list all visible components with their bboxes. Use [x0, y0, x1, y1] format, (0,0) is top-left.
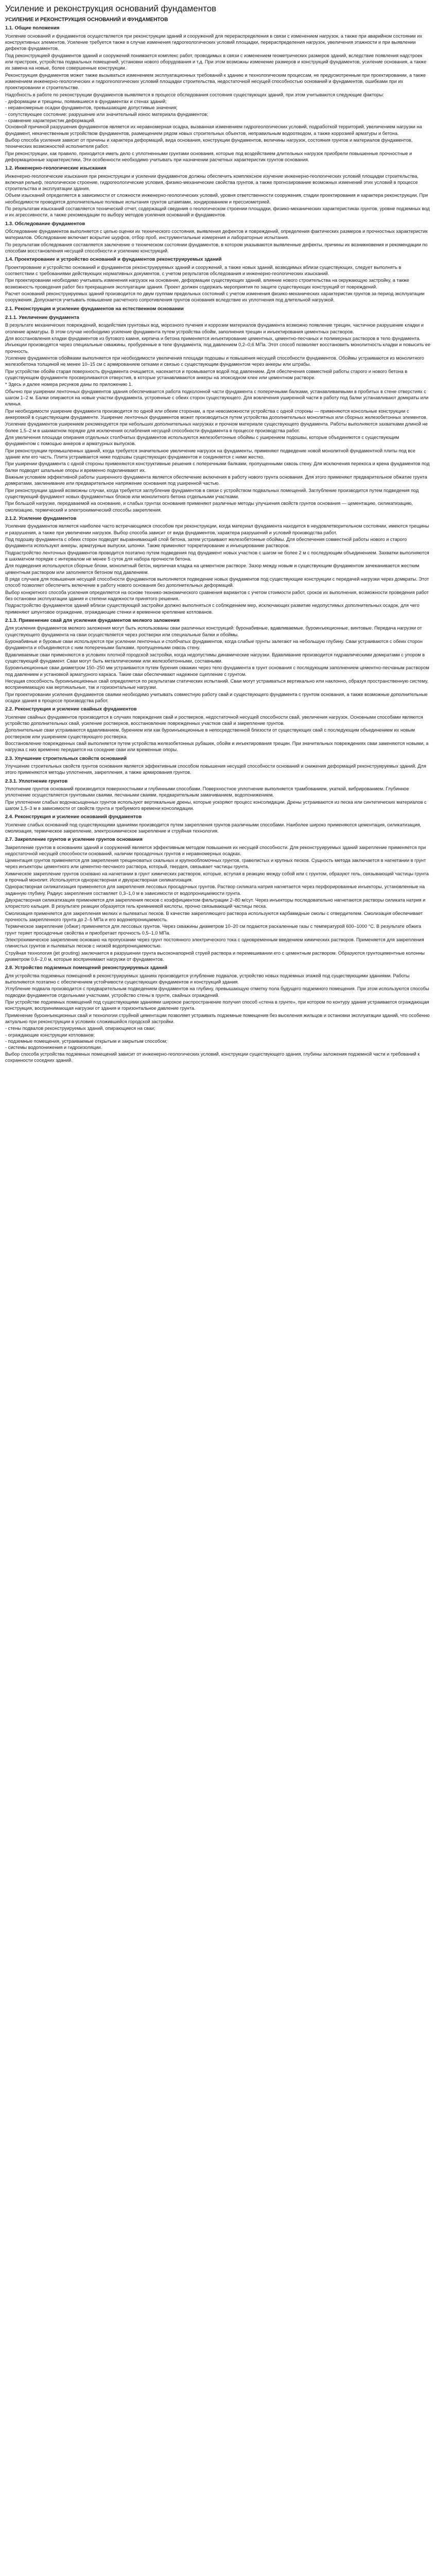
list-item: - системы водопонижения и гидроизоляции.: [5, 1045, 102, 1050]
paragraph: Буронабивные и буровые сваи используются при усилении ленточных и столбчатых фундаментов, когда слабые грунты залегают на небольшую глубину. Сваи устраиваются с обеих сторон фундамента и объединяются с ним поперечными балками, пропущенными сквозь стену.: [5, 638, 423, 651]
paragraph: Основной причиной разрушения фундаментов является их неравномерная осадка, вызванная изменением гидрогеологических условий, подработкой территорий, увеличением нагрузки на фундамент, некачественным устройством фундаментов, размещением рядом новых строительных объектов, неправильным водоотводом, а также коррозией арматуры и бетона.: [5, 124, 422, 136]
paragraph: Смолизация применяется для закрепления мелких и пылеватых песков. В качестве закрепляющего раствора используются карбамидные смолы с отвердителем. Смолизация обеспечивает прочность закрепленного грунта до 2–5 МПа и его водонепроницаемость.: [5, 910, 423, 923]
paragraph: Усиление фундаментов является наиболее часто встречающимся способом при реконструкции, когда материал фундамента находится в неудовлетворительном состоянии, имеются трещины и разрушения, а также при увеличении нагрузок. Выбор способа зависит от вида фундаментов, характера разрушений и условий производства работ.: [5, 523, 429, 535]
paragraph: Для подведения используются сборные блоки, монолитный бетон, кирпичная кладка на цементном растворе. Зазор между новым и существующим фундаментом зачеканивается жестким цементным раствором или заполняется бетоном под давлением.: [5, 563, 420, 575]
paragraph: В ряде случаев для повышения несущей способности фундаментов выполняется подведение новых фундаментов под существующие конструкции с передачей нагрузки через домкраты. Этот способ позволяет обеспечить включение в работу нового основания без дополнительных деформаций.: [5, 576, 429, 588]
paragraph: Подрастройство фундаментов зданий вблизи существующей застройки должно выполняться с соблюдением мер, исключающих развитие недопустимых дополнительных осадок, для чего применяют шпунтовое ограждение, ограждающие стенки и временное крепление котлованов.: [5, 603, 420, 615]
paragraph: Усиление фундаментов обоймами выполняется при необходимости увеличения площади подошвы и повышения несущей способности фундаментов. Обоймы устраиваются из монолитного железобетона толщиной не менее 10–15 см с армированием сетками и связью с существующим фундаментом через анкеры или штрабы.: [5, 355, 424, 367]
section-heading: 2.2. Реконструкция и усиление свайных фундаментов: [5, 706, 137, 713]
paragraph: Реконструкция фундаментов может также вызываться изменением эксплуатационных требований к зданию и технологическим процессам, не предусмотренным при проектировании, а также изменением инженерно-геологических и гидрогеологических условий площадки строительства, недостаточной несущей способностью оснований и фундаментов, ошибками при их проектировании и строительстве.: [5, 72, 426, 91]
section-heading: 2.1.1. Увеличение фундамента: [5, 315, 79, 321]
paragraph: В результате механических повреждений, воздействия грунтовых вод, морозного пучения и коррозии материалов фундамента возможно появление трещин, частичное разрушение кладки и оголение арматуры. В этом случае необходимо усиление фундамента путем устройства обойм, заполнения трещин и инъектирования цементных растворов.: [5, 323, 424, 334]
paragraph: Однорастворная силикатизация применяется для закрепления лессовых просадочных грунтов. Раствор силиката натрия нагнетается через перфорированные инъекторы, установленные на заданную глубину. Радиус закрепления составляет 0,3–1,0 м в зависимости от водопроницаемости грунта.: [5, 884, 425, 896]
paragraph: При устройстве подземных помещений под существующими зданиями широкое распространение получил способ «стена в грунте», при котором по контуру здания устраивается ограждающая конструкция, воспринимающая нагрузки от здания и горизонтальное давление грунта.: [5, 999, 429, 1011]
paragraph: Струйная технология (jet grouting) заключается в разрушении грунта высоконапорной струей раствора и перемешивании его с цементным раствором. Образуются грунтоцементные колонны диаметром 0,6–2,0 м, которые воспринимают нагрузки от фундаментов.: [5, 950, 425, 962]
page-title: Усиление и реконструкция оснований фундаментов: [5, 4, 217, 13]
paragraph: Для восстановления кладки фундаментов из бутового камня, кирпича и бетона применяется инъектирование цементных, цементно-песчаных и полимерных растворов в тело фундамента. Инъекции производятся через специальные скважины, пробуренные в теле фундамента, под давлением 0,2–0,6 МПа. Этот способ позволяет восстановить монолитность кладки и повысить ее прочность.: [5, 336, 431, 354]
paragraph: При большой нагрузке, передаваемой на основание, и слабых грунтах основания применяют различные методы улучшения свойств грунтов основания — цементацию, силикатизацию, смолизацию, термический и электрохимический способы закрепления.: [5, 501, 413, 513]
paragraph: По результатам изысканий составляется технический отчет, содержащий сведения о геологическом строении площадки, физико-механических характеристиках грунтов, уровне подземных вод и их агрессивности, а также рекомендации по выбору методов усиления оснований и фундаментов.: [5, 206, 430, 218]
section-heading: 1.3. Обследование фундаментов: [5, 221, 85, 227]
paragraph: По результатам обследования составляется заключение о техническом состоянии фундаментов, в котором указываются выявленные дефекты, причины их возникновения и рекомендации по способам восстановления несущей способности и усилению конструкций.: [5, 242, 428, 254]
paragraph: Вдавливаемые сваи применяются в условиях плотной городской застройки, когда недопустимы динамические нагрузки. Вдавливание производится гидравлическими домкратами с упором в существующий фундамент. Сваи могут быть металлическими или железобетонными, составными.: [5, 652, 425, 664]
paragraph: Несущая способность буроинъекционных свай определяется по результатам статических испытаний. Сваи могут устраиваться вертикально или наклонно, образуя пространственную систему, воспринимающую как вертикальные, так и горизонтальные нагрузки.: [5, 678, 429, 690]
paragraph: Инженерно-геологические изыскания при реконструкции и усилении фундаментов должны обеспечить комплексное изучение инженерно-геологических условий площадки строительства, включая рельеф, геологическое строение, гидрогеологические условия, физико-механические свойства грунтов, а также прогнозирование возможных изменений этих условий в процессе строительства и эксплуатации здания.: [5, 173, 418, 192]
paragraph: Важным условием эффективной работы уширенного фундамента является обеспечение включения в работу нового грунта основания. Для этого применяют предварительное обжатие грунта домкратами, заклинивание или предварительное напряжение основания под уширенной частью.: [5, 474, 427, 486]
paragraph: При реконструкции промышленных зданий, когда требуется значительное увеличение нагрузок на фундаменты, применяют подведение новой монолитной фундаментной плиты под все здание или его часть. Плита устраивается ниже подошвы существующих фундаментов и соединяется с ними жестко.: [5, 448, 415, 460]
paragraph: Термическое закрепление (обжиг) применяется для лессовых грунтов. Через скважины диаметром 10–20 см подаются раскаленные газы с температурой 600–1000 °C. В результате обжига грунт теряет просадочные свойства и приобретает прочность 0,5–1,0 МПа.: [5, 924, 422, 936]
paragraph: Применение буроинъекционных свай и технологии струйной цементации позволяет устраивать подземные помещения без выселения жильцов и остановки эксплуатации зданий, что особенно актуально при реконструкции в условиях сложившейся городской застройки.: [5, 1012, 430, 1025]
paragraph: При необходимости уширение фундамента производится по одной или обеим сторонам, а при невозможности устройства с одной стороны — применяются консольные конструкции с анкеровкой в существующем фундаменте. Уширение ленточных фундаментов может производиться путем устройства дополнительных монолитных или сборных железобетонных элементов.: [5, 408, 428, 420]
paragraph: Двухрастворная силикатизация применяется для закрепления песков с коэффициентом фильтрации 2–80 м/сут. Через инъекторы последовательно нагнетаются растворы силиката натрия и хлористого кальция. В результате реакции образуется гель кремниевой кислоты, прочно связывающий частицы песка.: [5, 897, 426, 909]
paragraph: Усиление слабых оснований под существующими зданиями производится путем закрепления грунтов различными способами. Наиболее широко применяются цементация, силикатизация, смолизация, термическое закрепление, электрохимическое закрепление и струйная технология.: [5, 822, 421, 834]
paragraph: Электрохимическое закрепление основано на пропускании через грунт постоянного электрического тока с одновременным введением химических растворов. Применяется для закрепления глинистых грунтов и пылеватых песков с низкой водопроницаемостью.: [5, 937, 424, 949]
list-item: - ограждающие конструкции котлованов;: [5, 1032, 95, 1038]
paragraph: Подрастройство ленточных фундаментов проводится поэтапно путем подведения под фундамент новых участков с шагом не более 2 м с последующим объединением. Захватки выполняются в шахматном порядке с интервалом не менее 5 суток для набора прочности бетона.: [5, 550, 429, 562]
paragraph: Улучшение строительных свойств грунтов основания является эффективным способом повышения несущей способности оснований и снижения деформаций реконструируемых зданий. Для этого применяются методы уплотнения, закрепления, а также армирования грунтов.: [5, 763, 426, 775]
paragraph: Для устройства подземных помещений в реконструируемых зданиях производится углубление подвалов, устройство новых подземных этажей под существующими зданиями. Работы выполняются поэтапно с обеспечением устойчивости существующих фундаментов и конструкций здания.: [5, 973, 410, 985]
paragraph: Проектирование и устройство оснований и фундаментов реконструируемых зданий и сооружений, а также новых зданий, возводимых вблизи существующих, следует выполнять в соответствии с требованиями действующих нормативных документов, с учетом результатов обследования и инженерно-геологических изысканий.: [5, 264, 402, 277]
paragraph: Объем изысканий определяется в зависимости от сложности инженерно-геологических условий, уровня ответственности сооружения, стадии проектирования и характера реконструкции. При необходимости проводятся дополнительные полевые испытания грунтов штампами, зондированием и прессиометрией.: [5, 193, 428, 205]
list-item: - деформации и трещины, появившиеся в фундаментах и стенах зданий;: [5, 98, 167, 104]
paragraph: При проектировании усиления фундаментов сваями необходимо учитывать совместную работу свай и существующего фундамента с грунтом основания, а также возможные дополнительные осадки здания в процессе производства работ.: [5, 691, 428, 703]
paragraph: Надобность в работе по реконструкции фундаментов выявляется в процессе обследования состояния существующих зданий, при этом учитываются следующие факторы:: [5, 92, 384, 97]
list-item: - подземные помещения, устраиваемые открытым и закрытым способом;: [5, 1039, 167, 1044]
list-item: - неравномерные осадки фундаментов, превышающие допустимые значения;: [5, 105, 178, 111]
section-heading: 2.8. Устройство подземных помещений реконструируемых зданий: [5, 965, 167, 971]
paragraph: Выбор конкретного способа усиления определяется на основе технико-экономического сравнения вариантов с учетом стоимости работ, сроков их выполнения, возможности проведения работ без остановки эксплуатации здания и степени надежности принятого решения.: [5, 589, 429, 601]
paragraph: Буроинъекционные сваи диаметром 150–250 мм устраиваются путем бурения скважин через тело фундамента в грунт основания с последующим заполнением цементно-песчаным раствором под давлением и установкой арматурного каркаса. Такие сваи обеспечивают надежное сцепление с грунтом.: [5, 665, 429, 677]
section-heading: 2.3.1. Уплотнение грунтов: [5, 778, 68, 784]
paragraph: При устройстве обойм старая поверхность фундамента очищается, насекается и промывается водой под давлением. Для обеспечения совместной работы старого и нового бетона в существующем фундаменте просверливаются отверстия, в которые устанавливаются анкеры на эпоксидном клее или цементном растворе.: [5, 368, 408, 381]
list-item: - сравнение характеристик деформаций.: [5, 117, 96, 123]
list-item: - сопутствующее состояние: разрушение или значительный износ материала фундаментов;: [5, 111, 208, 117]
paragraph: При проектировании необходимо учитывать изменения нагрузок на основание, деформации существующих зданий, влияние нового строительства на окружающую застройку, а также возможность проведения работ без прекращения эксплуатации здания. Проект должен содержать мероприятия по защите существующих конструкций от повреждений.: [5, 278, 409, 290]
section-heading: 2.1. Реконструкция и усиление фундаментов на естественном основании: [5, 306, 184, 312]
section-heading: 1.2. Инженерно-геологические изыскания: [5, 165, 107, 172]
section-heading: 2.1.2. Усиление фундаментов: [5, 515, 77, 521]
paragraph: Обследование фундаментов выполняется с целью оценки их технического состояния, выявления дефектов и повреждений, определения фактических размеров и прочностных характеристик материалов. Обследование включает вскрытие шурфов, отбор проб, инструментальные измерения и лабораторные испытания.: [5, 229, 428, 241]
section-heading: 2.1.3. Применение свай для усиления фундаментов мелкого заложения: [5, 617, 180, 623]
paragraph: Химическое закрепление грунтов основано на нагнетании в грунт химических растворов, которые, вступая в реакцию между собой или с грунтом, образуют гель, связывающий частицы грунта в прочный монолит. Используется однорастворная и двухрастворная силикатизация.: [5, 871, 429, 883]
paragraph: При уплотнении слабых водонасыщенных грунтов используют вертикальные дрены, которые ускоряют процесс консолидации. Дрены устраиваются из песка или синтетических материалов с шагом 1,5–3 м в зависимости от свойств грунта и требуемого времени консолидации.: [5, 799, 427, 811]
section-heading: 2.3. Улучшение строительных свойств оснований: [5, 755, 127, 761]
document-page: [0, 0, 436, 1063]
section-heading: 1.4. Проектирование и устройство оснований и фундаментов реконструируемых зданий: [5, 257, 222, 263]
paragraph: Расчет оснований реконструируемых зданий производится по двум группам предельных состояний с учетом изменения физико-механических характеристик грунтов за период эксплуатации сооружения. Допускается учитывать повышение расчетного сопротивления грунтов основания вследствие их уплотнения под длительной нагрузкой.: [5, 291, 425, 303]
paragraph: Закрепление грунтов в основаниях зданий и сооружений является эффективным методом повышения их несущей способности. Для реконструируемых зданий закрепление применяется при недостаточной несущей способности оснований, наличии просадочных грунтов и неравномерных осадках.: [5, 844, 426, 856]
paragraph: Для усиления фундаментов мелкого заложения могут быть использованы сваи различных конструкций: буронабивные, вдавливаемые, буроинъекционные, винтовые. Передача нагрузки от существующего фундамента на сваи осуществляется через ростверки или специальные балки и обоймы.: [5, 625, 422, 637]
paragraph: Под подошву фундамента с обеих сторон подводят выравнивающий слой бетона, затем устраивают железобетонные обоймы. Для обеспечения совместной работы нового и старого фундамента используют анкеры, арматурные выпуски, шпонки. Также применяют торкретирование и инъецирование растворов.: [5, 536, 407, 549]
document-heading: УСИЛЕНИЕ И РЕКОНСТРУКЦИЯ ОСНОВАНИЙ И ФУНДАМЕНТОВ: [5, 17, 168, 23]
paragraph: Выбор способа устройства подземных помещений зависит от инженерно-геологических условий, конструкции существующего здания, глубины заложения подземной части и требований к сохранности соседних зданий.: [5, 1051, 420, 1063]
paragraph: Дополнительные сваи устраиваются вдавливанием, бурением или как буроинъекционные в непосредственной близости от существующих свай с последующим объединением их новым ростверком или уширением существующего ростверка.: [5, 727, 415, 739]
paragraph: Для увеличения площади опирания отдельных столбчатых фундаментов используются железобетонные обоймы с уширением подошвы, которые объединяются с существующим фундаментом с помощью анкеров и арматурных выпусков.: [5, 435, 399, 447]
paragraph: Под реконструкцией фундаментов зданий и сооружений понимается комплекс работ, проводимых в связи с изменением геометрических размеров зданий, вследствие появления надстроек или пристроек, устройства подвальных помещений, установки нового оборудования и т.д. При этом возможны изменение размеров и конструкций фундаментов, усиление основания, а также их замена на новые, более совершенные конструкции.: [5, 53, 427, 71]
section-heading: 2.4. Реконструкция и усиление оснований фундаментов: [5, 814, 142, 820]
paragraph: Восстановление поврежденных свай выполняется путем устройства железобетонных рубашек, обойм и инъектирования трещин. При значительных повреждениях сваи заменяются новыми, а нагрузка с них временно передается на соседние сваи или временные опоры.: [5, 740, 429, 753]
paragraph: При реконструкции, как правило, приходится иметь дело с уплотненными грунтами основания, которые под воздействием длительных нагрузок приобрели повышенные прочностные и деформационные характеристики. Эти особенности необходимо учитывать при назначении расчетных характеристик грунтов основания.: [5, 150, 412, 162]
paragraph: Выбор способа усиления зависит от причины и характера деформаций, вида основания, конструкции фундаментов, величины нагрузок, состояния грунтов и материалов фундаментов, технических возможностей исполнителя работ.: [5, 137, 413, 149]
paragraph: Обычно при уширении ленточных фундаментов здания обеспечивается работа подколонной части фундамента с поперечными балками, устанавливаемыми в пробитых в стене отверстиях с шагом 1–2 м. Балки опираются на новые участки фундамента, устроенные с обеих сторон существующего. Для вовлечения уширенной части в работу под балки устанавливают домкраты или клинья.: [5, 388, 429, 407]
paragraph: Усиление свайных фундаментов производится в случаях повреждения свай и ростверков, недостаточной несущей способности свай, увеличения нагрузок. Основными способами являются устройство дополнительных свай, усиление ростверков, восстановление поврежденных участков свай и закрепление грунтов.: [5, 714, 423, 726]
paragraph: * Здесь и далее номера рисунков даны по приложению 1.: [5, 382, 133, 387]
paragraph: Углубление подвала производится с предварительным подведением фундаментов на глубину, превышающую отметку пола будущего подземного помещения. При этом используются способы подводки фундаментов отдельными участками, устройство стены в грунте, свайных ограждений.: [5, 986, 429, 998]
paragraph: Усиление фундаментов уширением рекомендуется при небольших дополнительных нагрузках и прочном материале существующего фундамента. Работы выполняются захватками длиной не более 1,5–2 м в шахматном порядке для исключения ослабления несущей способности фундамента в процессе производства работ.: [5, 421, 428, 433]
document-body: [5, 25, 431, 1063]
paragraph: Цементация грунтов применяется для закрепления трещиноватых скальных и крупнообломочных грунтов, гравелистых и крупных песков. Сущность метода заключается в нагнетании в грунт через инъекторы цементного или цементно-песчаного раствора, который, твердея, связывает частицы грунта.: [5, 858, 426, 870]
paragraph: При уширении фундамента с одной стороны применяются конструктивные решения с поперечными балками, пропущенными сквозь стену. Для исключения перекоса и крена фундаментов под балки подводят шпальные опоры и временно подклинивают их.: [5, 461, 430, 473]
section-heading: 1.1. Общие положения: [5, 25, 60, 31]
list-item: - стены подвалов реконструируемых зданий, опирающиеся на сваи;: [5, 1026, 155, 1031]
paragraph: При реконструкции зданий возможны случаи, когда требуется заглубление фундаментов в связи с устройством подвальных помещений. Заглубление производится путем подведения под существующий фундамент новых фундаментных блоков или монолитного бетона отдельными участками.: [5, 487, 419, 499]
paragraph: Уплотнение грунтов оснований производится поверхностными и глубинными способами. Поверхностное уплотнение выполняется трамбованием, укаткой, вибрированием. Глубинное уплотнение осуществляется грунтовыми сваями, песчаными сваями, предварительным замачиванием, водопонижением.: [5, 786, 409, 798]
paragraph: Усиление оснований и фундаментов осуществляется при реконструкции зданий и сооружений для перераспределения в связи с изменением нагрузок, а также при аварийном состоянии их конструктивных элементов. Усиление требуется также в случае изменения гидрогеологических условий площадки, перераспределения нагрузок, увеличения этажности и при выявлении дефектов фундаментов.: [5, 33, 422, 52]
section-heading: 2.7. Закрепление грунтов и усиление грунтов основания: [5, 837, 143, 843]
